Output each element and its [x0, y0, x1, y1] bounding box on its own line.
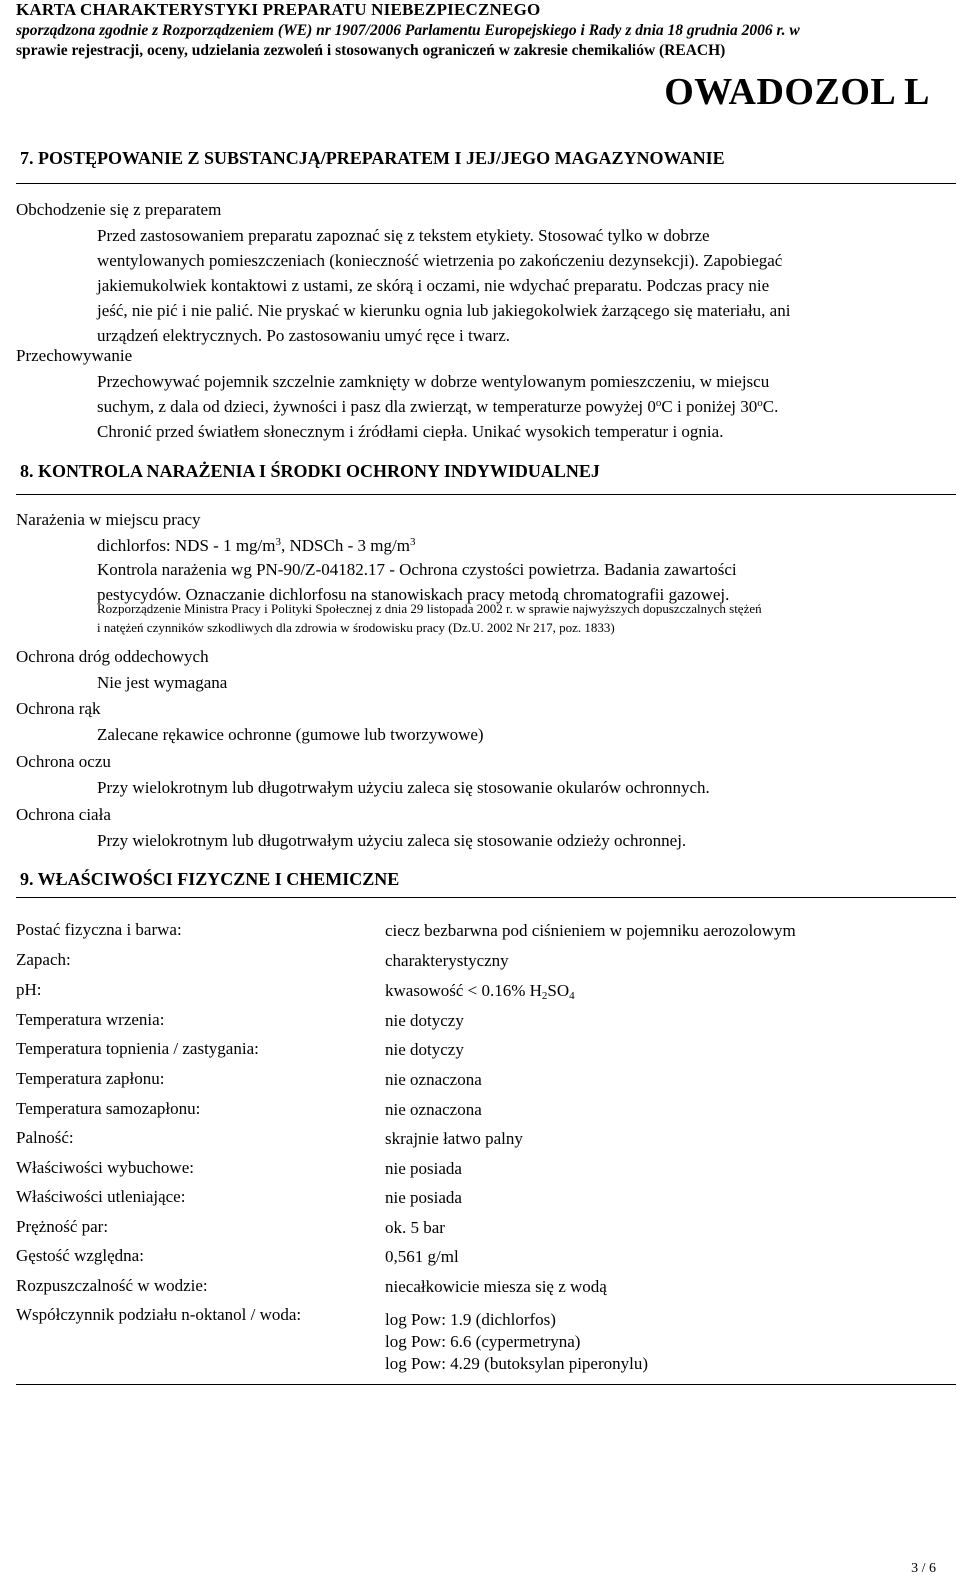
property-label: Zapach:	[16, 950, 71, 969]
body-protection-label: Ochrona ciała	[16, 805, 111, 824]
property-label: Właściwości wybuchowe:	[16, 1158, 194, 1177]
property-value: ok. 5 bar	[385, 1218, 445, 1237]
eye-protection-label: Ochrona oczu	[16, 752, 111, 771]
property-value: nie posiada	[385, 1188, 462, 1207]
property-label: Postać fizyczna i barwa:	[16, 920, 182, 939]
property-value: nie dotyczy	[385, 1011, 464, 1030]
regulation-reference	[97, 599, 762, 637]
property-value: ciecz bezbarwna pod ciśnieniem w pojemniku aerozolowym	[385, 921, 796, 940]
degree-mark: o	[757, 397, 763, 409]
handling-line: jakiemukolwiek kontaktowi z ustami, ze skórą i oczami, nie wdychać preparatu. Podczas pracy nie	[97, 276, 770, 295]
eye-protection-value: Przy wielokrotnym lub długotrwałym użyciu zaleca się stosowanie okularów ochronnych.	[97, 778, 710, 797]
cubic-superscript: 3	[409, 536, 416, 548]
section-8-divider	[16, 494, 956, 495]
regulation-subtitle-line-1: sporządzona zgodnie z Rozporządzeniem (WE) nr 1907/2006 Parlamentu Europejskiego i Rady z dnia 18 grudnia 2006 r. w	[16, 22, 800, 39]
handling-text	[97, 223, 790, 348]
property-value: niecałkowicie miesza się z wodą	[385, 1277, 607, 1296]
property-value-ph: kwasowość < 0.16% $H_2SO_4$	[385, 981, 575, 1002]
section-8-title: 8. KONTROLA NARAŻENIA I ŚRODKI OCHRONY INDYWIDUALNEJ	[20, 461, 600, 481]
document-title: KARTA CHARAKTERYSTYKI PREPARATU NIEBEZPIECZNEGO	[16, 0, 541, 19]
handling-line: urządzeń elektrycznych. Po zastosowaniu umyć ręce i twarz.	[97, 326, 511, 345]
property-value: nie dotyczy	[385, 1040, 464, 1059]
logpow-line: log Pow: 1.9 (dichlorfos)	[385, 1310, 556, 1329]
exposure-control-line: Kontrola narażenia wg PN-90/Z-04182.17 - Ochrona czystości powietrza. Badania zawartości	[97, 560, 737, 579]
regulation-line: i natężeń czynników szkodliwych dla zdrowia w środowisku pracy (Dz.U. 2002 Nr 217, poz. 1833)	[97, 620, 615, 635]
hand-protection-value: Zalecane rękawice ochronne (gumowe lub tworzywowe)	[97, 725, 484, 744]
property-label: Temperatura zapłonu:	[16, 1069, 165, 1088]
property-value: skrajnie łatwo palny	[385, 1129, 523, 1148]
logpow-line: log Pow: 4.29 (butoksylan piperonylu)	[385, 1354, 649, 1373]
handling-line: Przed zastosowaniem preparatu zapoznać się z tekstem etykiety. Stosować tylko w dobrze	[97, 226, 710, 245]
property-label: Właściwości utleniające:	[16, 1187, 186, 1206]
section-9-title: 9. WŁAŚCIWOŚCI FIZYCZNE I CHEMICZNE	[20, 869, 400, 889]
cubic-superscript: 3	[275, 536, 281, 548]
respiratory-protection-label: Ochrona dróg oddechowych	[16, 647, 209, 666]
property-label: Rozpuszczalność w wodzie:	[16, 1276, 208, 1295]
handling-line: wentylowanych pomieszczeniach (konieczność wietrzenia po zakończeniu dezynsekcji). Zapobiegać	[97, 251, 783, 270]
logpow-line: log Pow: 6.6 (cypermetryna)	[385, 1332, 581, 1351]
page-number: 3 / 6	[911, 1561, 936, 1576]
product-name: OWADOZOL L	[664, 71, 930, 113]
storage-line-temperature: suchym, z dala od dzieci, żywności i pasz dla zwierząt, w temperaturze powyżej 0$^o$C i poniżej 30$^o$C.	[97, 397, 779, 416]
storage-text	[97, 369, 778, 444]
degree-mark: o	[655, 397, 662, 409]
property-label: Temperatura topnienia / zastygania:	[16, 1039, 259, 1058]
storage-label: Przechowywanie	[16, 346, 133, 365]
partition-coefficient-values	[385, 1309, 648, 1375]
handling-line: jeść, nie pić i nie palić. Nie pryskać w kierunku ognia lub jakiegokolwiek żarzącego się materiału, ani	[97, 301, 791, 320]
exposure-control-line: pestycydów. Oznaczanie dichlorfosu na stanowiskach pracy metodą chromatografii gazowej.	[97, 585, 730, 604]
property-value: nie oznaczona	[385, 1100, 482, 1119]
property-value: charakterystyczny	[385, 951, 509, 970]
property-value: 0,561 g/ml	[385, 1247, 459, 1266]
exposure-label: Narażenia w miejscu pracy	[16, 510, 201, 529]
section-7-divider	[16, 183, 956, 184]
property-value: nie posiada	[385, 1159, 462, 1178]
exposure-limits: dichlorfos: NDS - 1 $mg/m^3$, NDSCh - 3 $mg/m^3$	[97, 536, 416, 555]
property-value: nie oznaczona	[385, 1070, 482, 1089]
handling-label: Obchodzenie się z preparatem	[16, 200, 222, 219]
property-label: Gęstość względna:	[16, 1246, 144, 1265]
body-protection-value: Przy wielokrotnym lub długotrwałym użyciu zaleca się stosowanie odzieży ochronnej.	[97, 831, 687, 850]
property-label: Palność:	[16, 1128, 74, 1147]
property-label: pH:	[16, 980, 42, 999]
section-9-divider	[16, 897, 956, 898]
property-label: Prężność par:	[16, 1217, 109, 1236]
storage-line: Chronić przed światłem słonecznym i źródłami ciepła. Unikać wysokich temperatur i ognia.	[97, 422, 724, 441]
respiratory-protection-value: Nie jest wymagana	[97, 673, 228, 692]
storage-line: Przechowywać pojemnik szczelnie zamknięty w dobrze wentylowanym pomieszczeniu, w miejscu	[97, 372, 770, 391]
hand-protection-label: Ochrona rąk	[16, 699, 101, 718]
section-7-title: 7. POSTĘPOWANIE Z SUBSTANCJĄ/PREPARATEM I JEJ/JEGO MAGAZYNOWANIE	[20, 148, 725, 168]
regulation-subtitle-line-2: sprawie rejestracji, oceny, udzielania zezwoleń i stosowanych ograniczeń w zakresie chemikaliów (REACH)	[16, 42, 726, 59]
property-label: Temperatura samozapłonu:	[16, 1099, 201, 1118]
property-label: Temperatura wrzenia:	[16, 1010, 165, 1029]
section-9-bottom-divider	[16, 1384, 956, 1385]
property-label: Współczynnik podziału n-oktanol / woda:	[16, 1305, 302, 1324]
regulation-line: Rozporządzenie Ministra Pracy i Polityki Społecznej z dnia 29 listopada 2002 r. w sprawie najwyższych dopuszczalnych stężeń	[97, 601, 762, 616]
